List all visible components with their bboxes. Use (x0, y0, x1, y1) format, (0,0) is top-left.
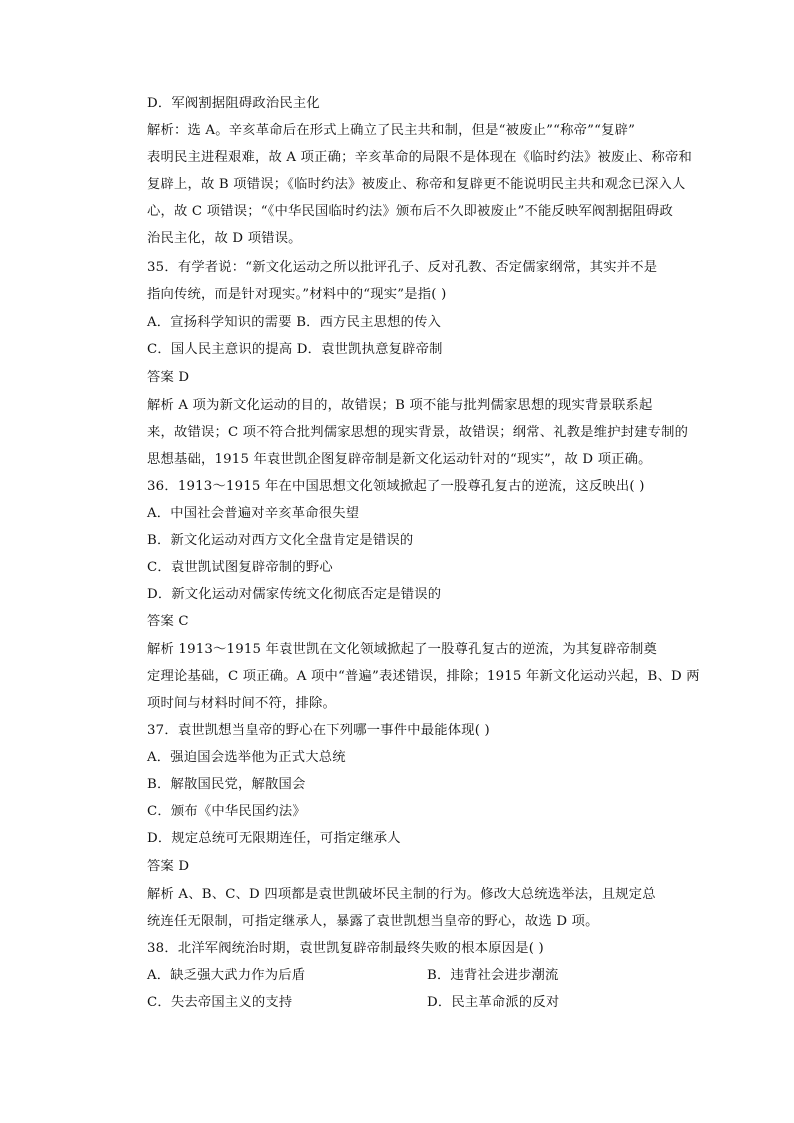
q37-analysis-line-2: 统连任无限制，可指定继承人，暴露了袁世凯想当皇帝的野心，故选 D 项。 (147, 914, 599, 929)
q37-option-d: D．规定总统可无限期连任，可指定继承人 (147, 831, 401, 846)
q35-answer: 答案 D (147, 370, 190, 385)
q37-option-b: B．解散国民党，解散国会 (147, 777, 306, 792)
q38-option-d: D．民主革命派的反对 (427, 995, 560, 1010)
q38-stem: 38．北洋军阀统治时期，袁世凯复辟帝制最终失败的根本原因是( ) (147, 941, 544, 956)
q34-analysis-line-5: 治民主化，故 D 项错误。 (147, 231, 302, 246)
q36-analysis-line-2: 定理论基础，C 项正确。A 项中“普遍”表述错误，排除；1915 年新文化运动兴起，B、D 两 (147, 669, 700, 684)
q35-stem-line-1: 35．有学者说：“新文化运动之所以批评孔子、反对孔教、否定儒家纲常，其实并不是 (147, 260, 658, 275)
q36-option-b: B．新文化运动对西方文化全盘肯定是错误的 (147, 533, 414, 548)
q37-analysis-line-1: 解析 A、B、C、D 四项都是袁世凯破坏民主制的行为。修改大总统选举法，且规定总 (147, 887, 656, 902)
q35-analysis-line-3: 思想基础，1915 年袁世凯企图复辟帝制是新文化运动针对的“现实”，故 D 项正确。 (147, 452, 652, 467)
q37-answer: 答案 D (147, 859, 190, 874)
q37-option-c: C．颁布《中华民国约法》 (147, 804, 306, 819)
q35-analysis-line-1: 解析 A 项为新文化运动的目的，故错误；B 项不能与批判儒家思想的现实背景联系起 (147, 398, 653, 413)
q36-analysis-line-1: 解析 1913～1915 年袁世凯在文化领域掀起了一股尊孔复古的逆流，为其复辟帝制奠 (147, 642, 658, 657)
q34-analysis-line-4: 心，故 C 项错误；“《中华民国临时约法》颁布后不久即被废止”不能反映军阀割据阻碍政 (147, 204, 673, 219)
q35-options-ab: A．宣扬科学知识的需要 B．西方民主思想的传入 (147, 315, 442, 330)
q36-option-c: C．袁世凯试图复辟帝制的野心 (147, 560, 333, 575)
q35-analysis-line-2: 来，故错误；C 项不符合批判儒家思想的现实背景，故错误；纲常、礼教是维护封建专制的 (147, 425, 689, 440)
q34-analysis-line-1: 解析：选 A。辛亥革命后在形式上确立了民主共和制，但是“被废止”“称帝”“复辟” (147, 123, 636, 138)
q34-analysis-line-2: 表明民主进程艰难，故 A 项正确；辛亥革命的局限不是体现在《临时约法》被废止、称帝和 (147, 150, 693, 165)
q36-analysis-line-3: 项时间与材料时间不符，排除。 (147, 696, 336, 711)
q36-stem: 36．1913～1915 年在中国思想文化领域掀起了一股尊孔复古的逆流，这反映出( ) (147, 479, 645, 494)
q36-option-a: A．中国社会普遍对辛亥革命很失望 (147, 506, 360, 521)
q38-option-c: C．失去帝国主义的支持 (147, 995, 293, 1010)
q34-analysis-line-3: 复辟上，故 B 项错误；《临时约法》被废止、称帝和复辟更不能说明民主共和观念已深入人 (147, 177, 686, 192)
q36-option-d: D．新文化运动对儒家传统文化彻底否定是错误的 (147, 587, 442, 602)
q35-options-cd: C．国人民主意识的提高 D．袁世凯执意复辟帝制 (147, 342, 443, 357)
q38-option-b: B．违背社会进步潮流 (427, 968, 559, 983)
q37-option-a: A．强迫国会选举他为正式大总统 (147, 750, 346, 765)
q37-stem: 37．袁世凯想当皇帝的野心在下列哪一事件中最能体现( ) (147, 723, 490, 738)
q38-option-a: A．缺乏强大武力作为后盾 (147, 968, 306, 983)
q35-stem-line-2: 指向传统，而是针对现实。”材料中的“现实”是指( ) (147, 287, 447, 302)
q34-option-d: D．军阀割据阻碍政治民主化 (147, 96, 320, 111)
q36-answer: 答案 C (147, 614, 189, 629)
